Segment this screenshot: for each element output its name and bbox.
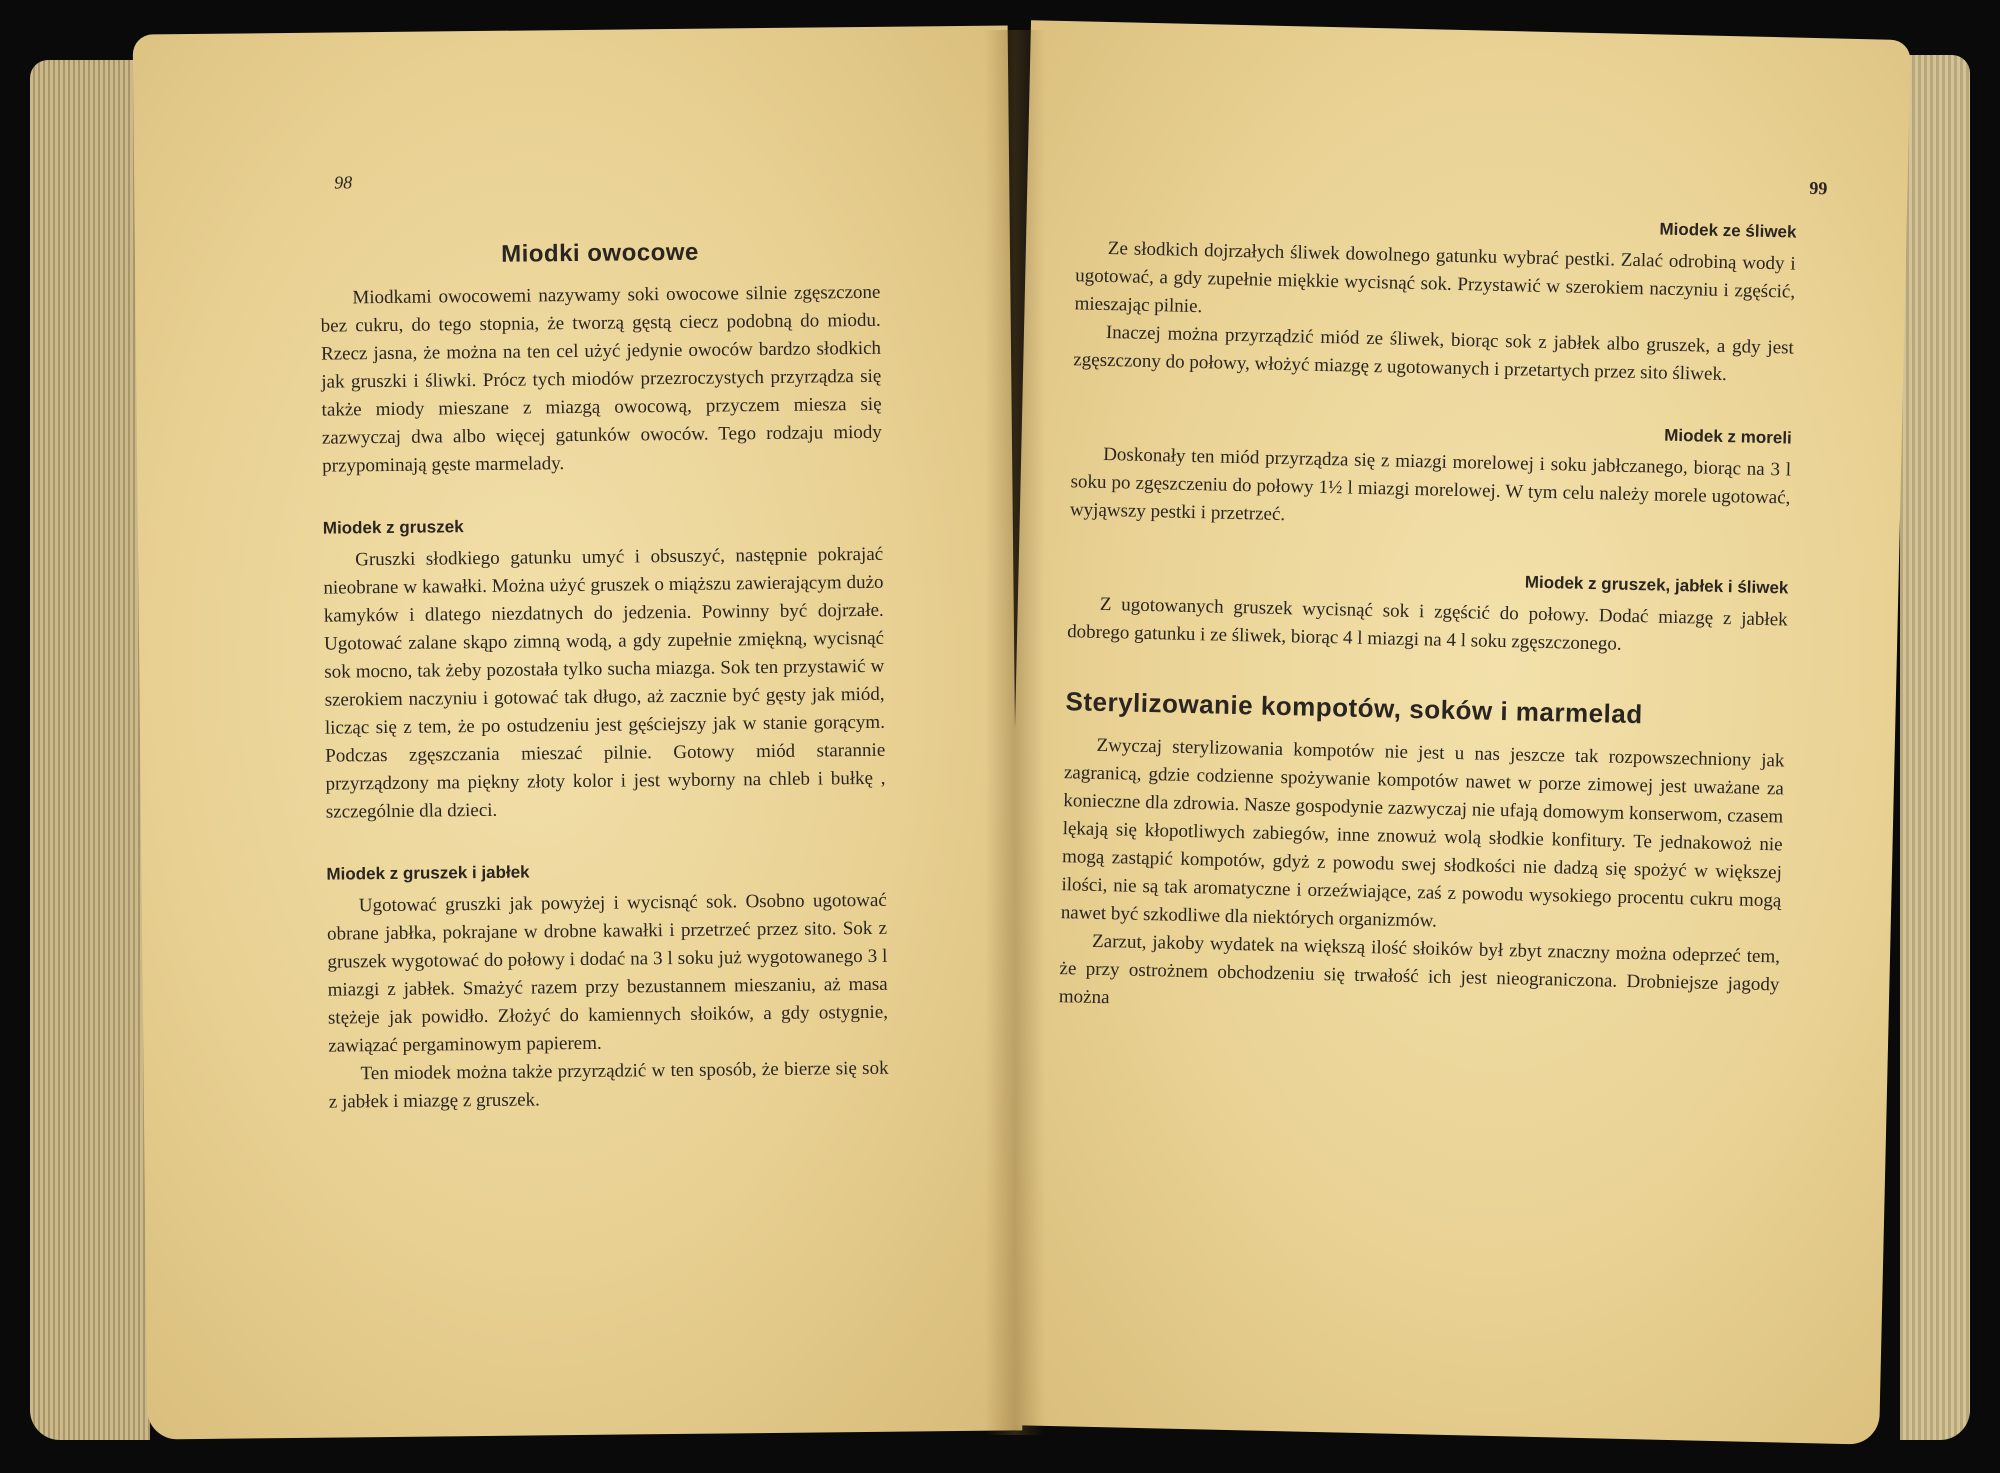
section-heading: Miodek ze śliwek (1659, 219, 1797, 242)
left-page-content (320, 237, 890, 1155)
section-pear-apple-honey (326, 859, 889, 1117)
section-sterilization (1059, 686, 1786, 1027)
page-number-right: 99 (1809, 177, 1828, 199)
section-paragraph: Ten miodek można także przyrządzić w ten sposób, że bierze się sok z jabłek i miazgę z gruszek. (328, 1057, 889, 1113)
right-page-content (1058, 186, 1797, 1065)
section-paragraph: Z ugotowanych gruszek wycisnąć sok i zgęścić do połowy. Dodać miazgę z jabłek dobrego gatunku i ze śliwek, biorąc 4 l miazgi na 4 l soku zgęszczonego. (1066, 593, 1788, 655)
section-plum-honey (1073, 206, 1797, 390)
intro-section (320, 279, 882, 481)
section-heading: Miodek z gruszek, jabłek i śliwek (1524, 572, 1789, 598)
page-edges-left (30, 60, 150, 1440)
intro-paragraph: Miodkami owocowemi nazywamy soki owocowe silnie zgęszczone bez cukru, do tego stopnia, że tworzą gęstą ciecz podobną do miodu. Rzecz jasna, że można na ten cel użyć jedynie owoców bardzo słodkich jak gruszki i śliwki. Prócz tych miodów przezroczystych przyrządza się także miody mieszane z miazgą owocową, przyczem miesza się zazwyczaj dwa albo więcej gatunków owoców. Tego rodzaju miody przypominają gęste marmelady. (320, 281, 882, 477)
section-paragraph: Ugotować gruszki jak powyżej i wycisnąć sok. Osobno ugotować obrane jabłka, pokrajane w drobne kawałki i przetrzeć przez sito. Sok z gruszek wygotować do połowy i dodać na 3 l soku już wygotowanego 3 l miazgi z jabłek. Smażyć razem przy bezustannem mieszaniu, aż masa stężeje jak powidło. Złożyć do kamiennych słoików, a gdy ostygnie, zawiązać pergaminowym papierem. (326, 889, 889, 1057)
left-page (133, 25, 1023, 1439)
section-heading: Miodek z gruszek i jabłek (326, 862, 530, 884)
section-paragraph: Ze słodkich dojrzałych śliwek dowolnego gatunku wybrać pestki. Zalać odrobiną wody i ugotować, a gdy zupełnie miękkie wycisnąć sok. Przystawić w szerokiem naczyniu i zgęścić, mieszając pilnie. (1074, 238, 1796, 318)
right-page (999, 20, 1911, 1445)
section-paragraph: Gruszki słodkiego gatunku umyć i obsuszyć, następnie pokrajać nieobrane w kawałki. Można użyć gruszek o miąższu zawierającym dużo kamyków i dlatego niezdatnych do jedzenia. Powinny być dojrzałe. Ugotować zalane skąpo zimną wodą, a gdy zupełnie zmiękną, wycisnąć sok mocno, tak żeby pozostała tylko sucha miazga. Sok ten przystawić w szerokiem naczyniu i gotować tak długo, aż zacznie być gęsty jak miód, licząc się z tem, że po ostudzeniu jest gęściejszy jak w stanie gorącym. Podczas zgęszczania mieszać pilnie. Gotowy miód starannie przyrządzony ma piękny złoty kolor i jest wyborny na chleb i bułkę , szczególnie dla dzieci. (323, 543, 886, 823)
chapter-title: Sterylizowanie kompotów, soków i marmelad (1065, 686, 1644, 730)
section-paragraph: Inaczej można przyrządzić miód ze śliwek, biorąc sok z jabłek albo gruszek, a gdy jest zgęszczony do połowy, włożyć miazgę z ugotowanych i przetartych przez sito śliwek. (1073, 321, 1795, 386)
section-paragraph: Doskonały ten miód przyrządza się z miazgi morelowej i soku jabłczanego, biorąc na 3 l soku po zgęszczeniu do połowy 1½ l miazgi morelowej. W tym celu należy morele ugotować, wyjąwszy pestki i przetrzeć. (1069, 443, 1792, 526)
page-edges-right (1900, 55, 1970, 1440)
section-apricot-honey (1070, 412, 1792, 540)
chapter-title: Miodki owocowe (501, 238, 699, 268)
book-gutter (985, 30, 1045, 1435)
section-pear-honey (323, 513, 886, 827)
section-mixed-honey (1067, 562, 1789, 662)
page-number-left: 98 (334, 172, 353, 193)
section-heading: Miodek z moreli (1664, 425, 1792, 448)
section-paragraph: Zwyczaj sterylizowania kompotów nie jest u nas jeszcze tak rozpowszechniony jak zagranicą, gdzie codzienne spożywanie kompotów nawet w porze zimowej jest uważane za konieczne dla zdrowia. Nasze gospodynie zazwyczaj nie ufają domowym konserwom, czasem lękają się kłopotliwych zabiegów, inne znowuż wolą słodkie konfitury. Te jednakowoż nie mogą zastąpić kompotów, gdyż z powodu swej słodkości nie dadzą się spożyć w większej ilości, nie są tak aromatyczne i orzeźwiające, zaś z powodu wysokiego procentu cukru mogą nawet być szkodliwe dla niektórych organizmów. (1060, 734, 1785, 932)
section-paragraph: Zarzut, jakoby wydatek na większą ilość słoików był zbyt znaczny można odeprzeć tem, że przy ostrożnem obchodzeniu się trwałość ich jest nieograniczona. Drobniejsze jagody można (1058, 930, 1781, 1009)
section-heading: Miodek z gruszek (322, 517, 464, 538)
